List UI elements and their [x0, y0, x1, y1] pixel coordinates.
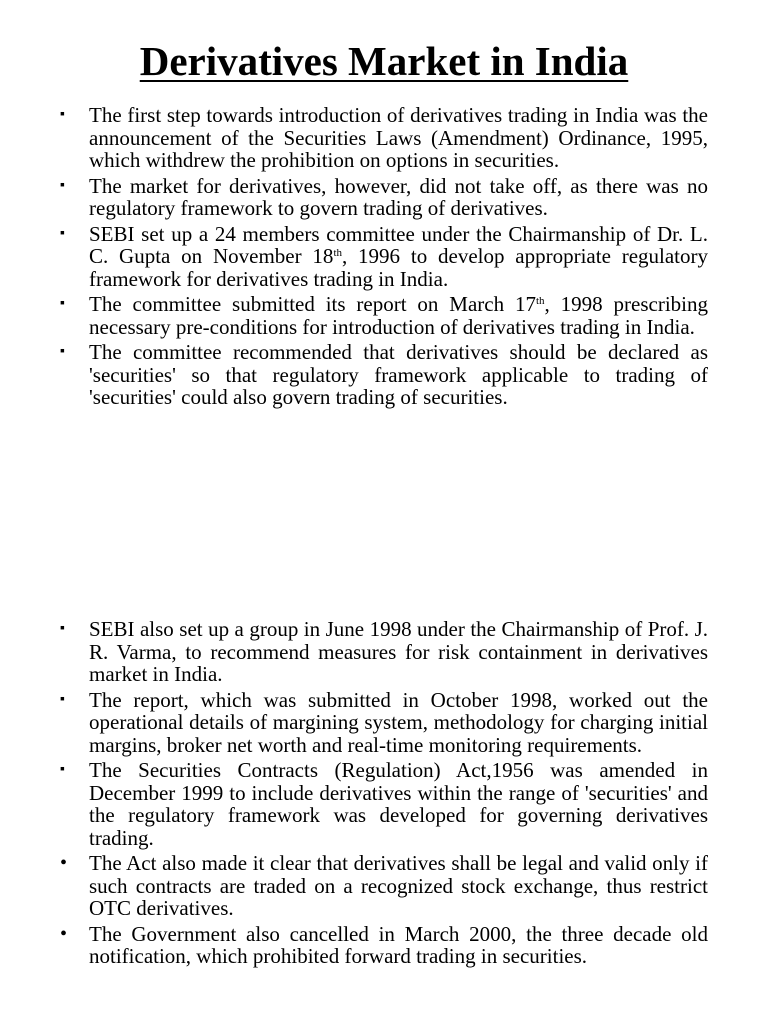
square-bullet-icon: ▪: [60, 691, 65, 707]
bullet-list-section-1: [60, 104, 708, 412]
square-bullet-icon: ▪: [60, 107, 65, 122]
square-bullet-icon: ▪: [60, 344, 65, 359]
round-bullet-icon: •: [60, 852, 68, 874]
square-bullet-icon: ▪: [60, 762, 65, 777]
list-item-text: The market for derivatives, however, did not take off, as there was no regulatory framework to govern trading of derivatives.: [89, 173, 708, 220]
page-title: Derivatives Market in India: [139, 38, 629, 84]
list-item-text: The committee submitted its report on March 17: [89, 292, 536, 316]
list-item-text-continued: , 1996 to develop appropriate regulatory framework for derivatives trading in India.: [89, 244, 708, 291]
list-item-text: The first step towards introduction of derivatives trading in India was the announcement of the Securities Laws (Amendment) Ordinance, 1995, which withdrew the prohibition on options in securities.: [89, 103, 708, 172]
list-item: [60, 175, 708, 220]
bullet-list-section-2: [60, 618, 708, 971]
square-bullet-icon: ▪: [60, 296, 65, 311]
list-item-text: The Government also cancelled in March 2000, the three decade old notification, which prohibited forward trading in securities.: [89, 921, 708, 968]
list-item-text: SEBI also set up a group in June 1998 under the Chairmanship of Prof. J. R. Varma, to recommend measures for risk containment in derivatives market in India.: [89, 617, 708, 686]
list-item: [60, 852, 708, 920]
list-item: [60, 759, 708, 849]
list-item: [60, 223, 708, 291]
list-item-text: The Securities Contracts (Regulation) Act,1956 was amended in December 1999 to include derivatives within the range of 'securities' and the regulatory framework was developed for governing derivatives trading.: [89, 758, 708, 850]
square-bullet-icon: ▪: [60, 621, 65, 636]
list-item-text: SEBI set up a 24 members committee under the Chairmanship of Dr. L. C. Gupta on November 18: [89, 221, 708, 268]
list-item: [60, 618, 708, 686]
list-item: [60, 923, 708, 968]
list-item-text: The Act also made it clear that derivatives shall be legal and valid only if such contracts are traded on a recognized stock exchange, thus restrict OTC derivatives.: [89, 851, 708, 920]
list-item-text-continued: , 1998 prescribing necessary pre-conditions for introduction of derivatives trading in India.: [89, 292, 708, 339]
square-bullet-icon: ▪: [60, 177, 65, 193]
round-bullet-icon: •: [60, 922, 68, 945]
ordinal-superscript: th: [535, 295, 545, 307]
list-item: [60, 341, 708, 409]
list-item-text: The committee recommended that derivatives should be declared as 'securities' so that regulatory framework applicable to trading of 'securities' could also govern trading of securities.: [89, 340, 708, 409]
list-item: [60, 104, 708, 172]
square-bullet-icon: ▪: [60, 225, 65, 241]
list-item: [60, 293, 708, 338]
list-item: [60, 689, 708, 757]
ordinal-superscript: th: [333, 247, 342, 259]
list-item-text: The report, which was submitted in October 1998, worked out the operational details of margining system, methodology for charging initial margins, broker net worth and real-time monitoring requirements.: [89, 687, 708, 757]
